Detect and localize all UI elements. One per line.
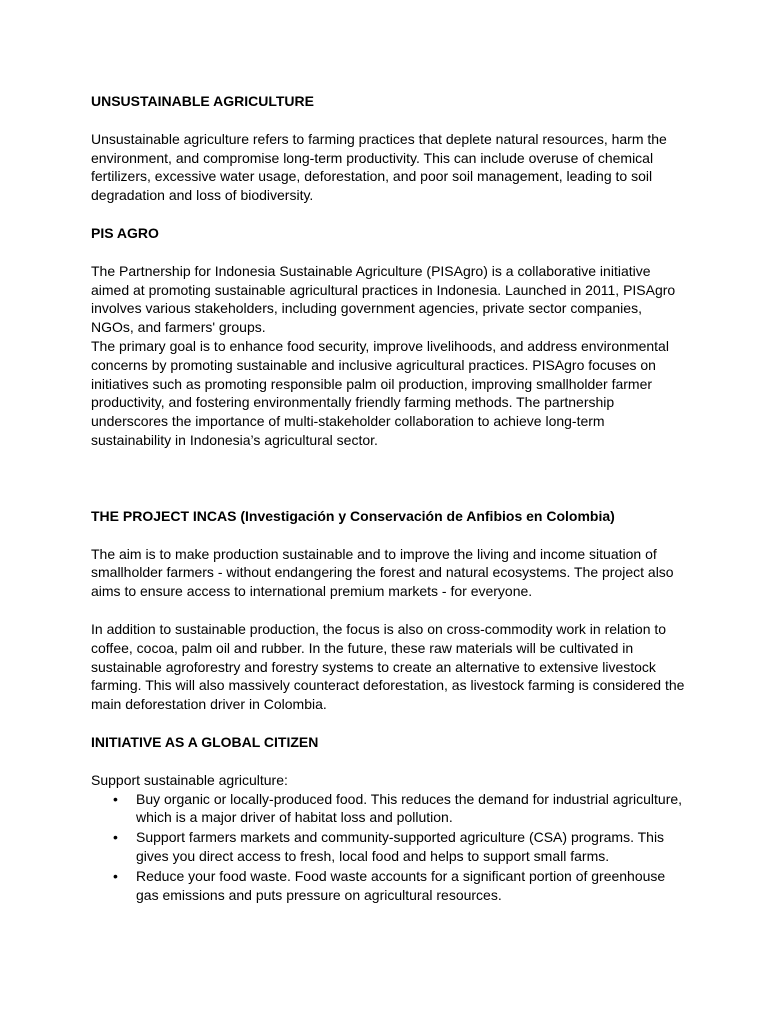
document-page — [91, 92, 687, 905]
bullet-icon: • — [113, 790, 118, 807]
list-item-text: Reduce your food waste. Food waste accounts for a significant portion of greenhouse gas emissions and puts pressure on agricultural resources. — [136, 867, 666, 903]
list-item-text: Buy organic or locally-produced food. This reduces the demand for industrial agriculture, which is a major driver of habitat loss and pollution. — [136, 790, 683, 826]
heading-project-incas: THE PROJECT INCAS (Investigación y Conservación de Anfibios en Colombia) — [91, 507, 615, 524]
paragraph-project-incas-2: In addition to sustainable production, the focus is also on cross-commodity work in relation to coffee, cocoa, palm oil and rubber. In the future, these raw materials will be cultivated in sustainable agroforestry and forestry systems to create an alternative to extensive livestock farming. This will also massively counteract deforestation, as livestock farming is considered the main deforestation driver in Colombia. — [91, 620, 685, 713]
list-item-text: Support farmers markets and community-supported agriculture (CSA) programs. This gives you direct access to fresh, local food and helps to support small farms. — [136, 829, 665, 864]
bullet-list — [91, 790, 687, 905]
bullet-icon: • — [113, 829, 118, 846]
bullet-icon: • — [113, 867, 118, 884]
list-item — [91, 828, 687, 866]
list-item — [91, 790, 687, 828]
paragraph-unsustainable-agriculture: Unsustainable agriculture refers to farming practices that deplete natural resources, harm the environment, and compromise long-term productivity. This can include overuse of chemical fertilizers, excessive water usage, deforestation, and poor soil management, leading to soil degradation and loss of biodiversity. — [91, 130, 667, 204]
heading-unsustainable-agriculture: UNSUSTAINABLE AGRICULTURE — [91, 93, 314, 109]
paragraph-pis-agro-2: The primary goal is to enhance food security, improve livelihoods, and address environmental concerns by promoting sustainable and inclusive agricultural practices. PISAgro focuses on initiatives such as promoting responsible palm oil production, improving smallholder farmer productivity, and fostering environmentally friendly farming methods. The partnership underscores the importance of multi-stakeholder collaboration to achieve long-term sustainability in Indonesia’s agricultural sector. — [91, 337, 669, 448]
heading-pis-agro: PIS AGRO — [91, 224, 159, 241]
heading-global-citizen: INITIATIVE AS A GLOBAL CITIZEN — [91, 733, 319, 750]
paragraph-pis-agro-1: The Partnership for Indonesia Sustainable Agriculture (PISAgro) is a collaborative initiative aimed at promoting sustainable agricultural practices in Indonesia. Launched in 2011, PISAgro involves various stakeholders, including government agencies, private sector companies, NGOs, and farmers' groups. — [91, 262, 676, 336]
paragraph-global-citizen-intro: Support sustainable agriculture: — [91, 771, 288, 788]
paragraph-project-incas-1: The aim is to make production sustainable and to improve the living and income situation of smallholder farmers - without endangering the forest and natural ecosystems. The project also aims to ensure access to international premium markets - for everyone. — [91, 545, 674, 600]
list-item — [91, 867, 687, 905]
